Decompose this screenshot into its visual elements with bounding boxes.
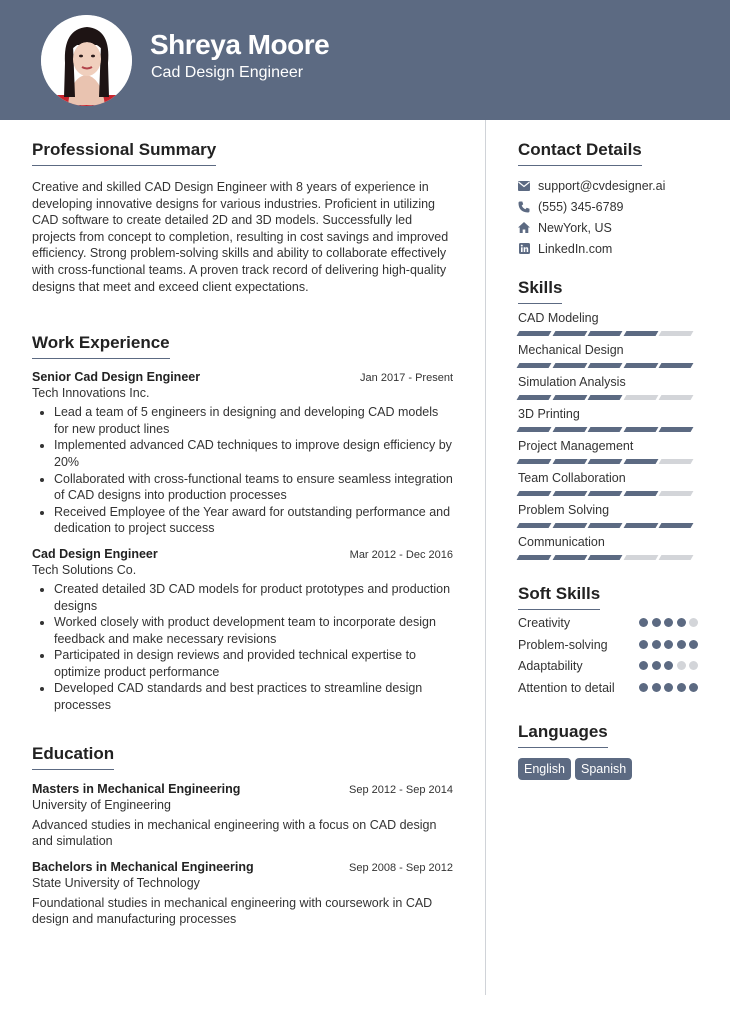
profile-photo (41, 15, 132, 106)
skill-level-segment (517, 523, 552, 528)
skill-item (518, 406, 698, 432)
skill-level-segment (588, 395, 623, 400)
skill-item (518, 534, 698, 560)
skill-level-bar (518, 363, 698, 368)
soft-skill-rating (636, 637, 699, 649)
soft-skill-name: Adaptability (518, 659, 583, 673)
language-tag: English (518, 758, 571, 780)
rating-dot (689, 683, 698, 692)
section-title: Contact Details (518, 140, 642, 166)
job-bullet: • Worked closely with product development team to incorporate design feedback and make necessary revisions (54, 614, 453, 647)
skill-level-bar (518, 523, 698, 528)
soft-skill-name: Attention to detail (518, 680, 615, 695)
language-list (518, 758, 698, 780)
soft-skills-section (518, 584, 698, 696)
skill-name: CAD Modeling (518, 311, 599, 325)
job-dates: Mar 2012 - Dec 2016 (349, 548, 453, 561)
skill-level-segment (659, 363, 694, 368)
soft-skill-item (518, 658, 698, 675)
skill-level-segment (517, 427, 552, 432)
skill-item (518, 438, 698, 464)
education-section (32, 744, 453, 928)
rating-dot (689, 661, 698, 670)
soft-skill-rating (636, 680, 699, 692)
skill-level-segment (659, 395, 694, 400)
home-icon (518, 222, 530, 234)
candidate-name: Shreya Moore (150, 29, 330, 60)
skill-level-bar (518, 491, 698, 496)
skill-item (518, 502, 698, 528)
skill-item (518, 470, 698, 496)
degree-description: Foundational studies in mechanical engineering with coursework in CAD design and manufacturing processes (32, 895, 433, 927)
section-title: Work Experience (32, 333, 170, 359)
contact-text: support@cvdesigner.ai (538, 178, 666, 193)
skill-level-segment (588, 491, 623, 496)
skill-level-segment (659, 331, 694, 336)
job-bullet: • Collaborated with cross-functional teams to ensure seamless integration of CAD designs into production processes (54, 471, 453, 504)
rating-dot (652, 661, 661, 670)
job-company: Tech Innovations Inc. (32, 386, 150, 401)
school-name: State University of Technology (32, 875, 200, 890)
skill-name: Simulation Analysis (518, 375, 626, 389)
soft-skill-item (518, 680, 698, 697)
skill-level-segment (552, 491, 587, 496)
section-title: Languages (518, 722, 608, 748)
skill-level-bar (518, 555, 698, 560)
rating-dot (677, 683, 686, 692)
contact-text: LinkedIn.com (538, 241, 613, 256)
contact-text: (555) 345-6789 (538, 199, 624, 214)
education-entry (32, 860, 453, 928)
skill-level-segment (623, 363, 658, 368)
main-column (32, 140, 453, 928)
school-name: University of Engineering (32, 797, 171, 812)
summary-section (32, 140, 453, 295)
skill-level-segment (623, 395, 658, 400)
job-title: Cad Design Engineer (32, 546, 158, 561)
soft-skill-item (518, 615, 698, 632)
contact-phone[interactable] (518, 196, 698, 217)
education-entry (32, 782, 453, 850)
rating-dot (664, 640, 673, 649)
experience-section (32, 333, 453, 714)
skill-level-segment (623, 459, 658, 464)
skill-level-segment (659, 427, 694, 432)
summary-text: Creative and skilled CAD Design Engineer with 8 years of experience in developing innovative designs for various industries. Proficient in utilizing CAD software to create detailed 2D and 3D models. Successfully led projects from concept to completion, resulting in cost savings and improved efficiency. Strong problem-solving skills and ability to collaborate effectively with cross-functional teams. A proven track record of delivering high-quality designs that meet and exceed client expectations. (32, 180, 449, 294)
linkedin-icon (518, 243, 530, 255)
skill-level-bar (518, 331, 698, 336)
skill-item (518, 310, 698, 336)
degree-title: Masters in Mechanical Engineering (32, 781, 241, 796)
skill-level-segment (588, 363, 623, 368)
rating-dot (664, 661, 673, 670)
soft-skill-item (518, 637, 698, 654)
soft-skill-rating (636, 658, 699, 670)
skill-level-segment (517, 363, 552, 368)
skill-level-segment (552, 331, 587, 336)
degree-dates: Sep 2008 - Sep 2012 (349, 861, 453, 874)
contact-linkedin[interactable] (518, 238, 698, 259)
section-title: Professional Summary (32, 140, 216, 166)
skill-level-segment (552, 555, 587, 560)
job-bullet: • Implemented advanced CAD techniques to improve design efficiency by 20% (54, 437, 453, 470)
rating-dot (664, 618, 673, 627)
column-divider (485, 120, 486, 995)
skill-name: Communication (518, 535, 605, 549)
section-title: Soft Skills (518, 584, 600, 610)
rating-dot (639, 683, 648, 692)
skills-section (518, 278, 698, 560)
skills-list (518, 310, 698, 560)
rating-dot (639, 618, 648, 627)
rating-dot (652, 618, 661, 627)
rating-dot (689, 640, 698, 649)
skill-level-segment (623, 331, 658, 336)
envelope-icon (518, 180, 530, 192)
phone-icon (518, 201, 530, 213)
rating-dot (639, 661, 648, 670)
rating-dot (677, 618, 686, 627)
resume-header (0, 0, 730, 120)
skill-level-segment (552, 459, 587, 464)
skill-level-segment (659, 459, 694, 464)
candidate-role: Cad Design Engineer (151, 64, 304, 81)
skill-level-segment (517, 395, 552, 400)
skill-level-segment (588, 427, 623, 432)
skill-level-segment (552, 523, 587, 528)
job-bullet: • Received Employee of the Year award for outstanding performance and dedication to project success (54, 504, 453, 537)
skill-level-segment (517, 491, 552, 496)
job-dates: Jan 2017 - Present (360, 372, 453, 385)
skill-level-segment (552, 395, 587, 400)
sidebar-column (518, 140, 698, 780)
job-bullet: • Participated in design reviews and provided technical expertise to optimize product performance (54, 647, 453, 680)
skill-level-segment (588, 523, 623, 528)
skill-level-segment (659, 491, 694, 496)
skill-level-segment (659, 523, 694, 528)
rating-dot (664, 683, 673, 692)
languages-section (518, 722, 698, 780)
skill-level-segment (552, 363, 587, 368)
skill-level-bar (518, 459, 698, 464)
degree-description: Advanced studies in mechanical engineering with a focus on CAD design and simulation (32, 817, 437, 849)
rating-dot (652, 640, 661, 649)
contact-section (518, 140, 698, 259)
skill-level-segment (623, 491, 658, 496)
skill-level-segment (588, 555, 623, 560)
skill-level-segment (588, 331, 623, 336)
skill-name: Team Collaboration (518, 471, 626, 485)
contact-location (518, 217, 698, 238)
soft-skill-name: Problem-solving (518, 637, 608, 652)
soft-skill-rating (636, 615, 699, 627)
section-title: Skills (518, 278, 562, 304)
section-title: Education (32, 744, 114, 770)
skill-level-segment (623, 555, 658, 560)
degree-title: Bachelors in Mechanical Engineering (32, 859, 254, 874)
rating-dot (677, 640, 686, 649)
skill-level-segment (517, 459, 552, 464)
contact-text: NewYork, US (538, 220, 612, 235)
skill-level-segment (623, 523, 658, 528)
job-bullet: • Lead a team of 5 engineers in designing and developing CAD models for new product lines (54, 404, 453, 437)
skill-name: Problem Solving (518, 503, 610, 517)
job-title: Senior Cad Design Engineer (32, 370, 201, 385)
skill-name: Project Management (518, 439, 634, 453)
rating-dot (639, 640, 648, 649)
rating-dot (677, 661, 686, 670)
language-tag: Spanish (575, 758, 632, 780)
rating-dot (689, 618, 698, 627)
skill-level-segment (552, 427, 587, 432)
job-bullets (32, 404, 453, 537)
skill-level-segment (659, 555, 694, 560)
skill-level-segment (517, 331, 552, 336)
skill-level-bar (518, 395, 698, 400)
job-bullet: • Created detailed 3D CAD models for product prototypes and production designs (54, 581, 453, 614)
skill-name: Mechanical Design (518, 343, 624, 357)
job-entry (32, 547, 453, 714)
job-bullet: • Developed CAD standards and best practices to streamline design processes (54, 680, 453, 713)
skill-name: 3D Printing (518, 407, 580, 421)
skill-level-segment (517, 555, 552, 560)
skill-level-segment (588, 459, 623, 464)
skill-level-segment (623, 427, 658, 432)
skill-item (518, 374, 698, 400)
job-entry (32, 370, 453, 537)
soft-skills-list (518, 615, 698, 696)
contact-email[interactable] (518, 175, 698, 196)
skill-item (518, 342, 698, 368)
rating-dot (652, 683, 661, 692)
soft-skill-name: Creativity (518, 616, 571, 630)
degree-dates: Sep 2012 - Sep 2014 (349, 783, 453, 796)
job-bullets (32, 581, 453, 714)
job-company: Tech Solutions Co. (32, 562, 137, 577)
skill-level-bar (518, 427, 698, 432)
